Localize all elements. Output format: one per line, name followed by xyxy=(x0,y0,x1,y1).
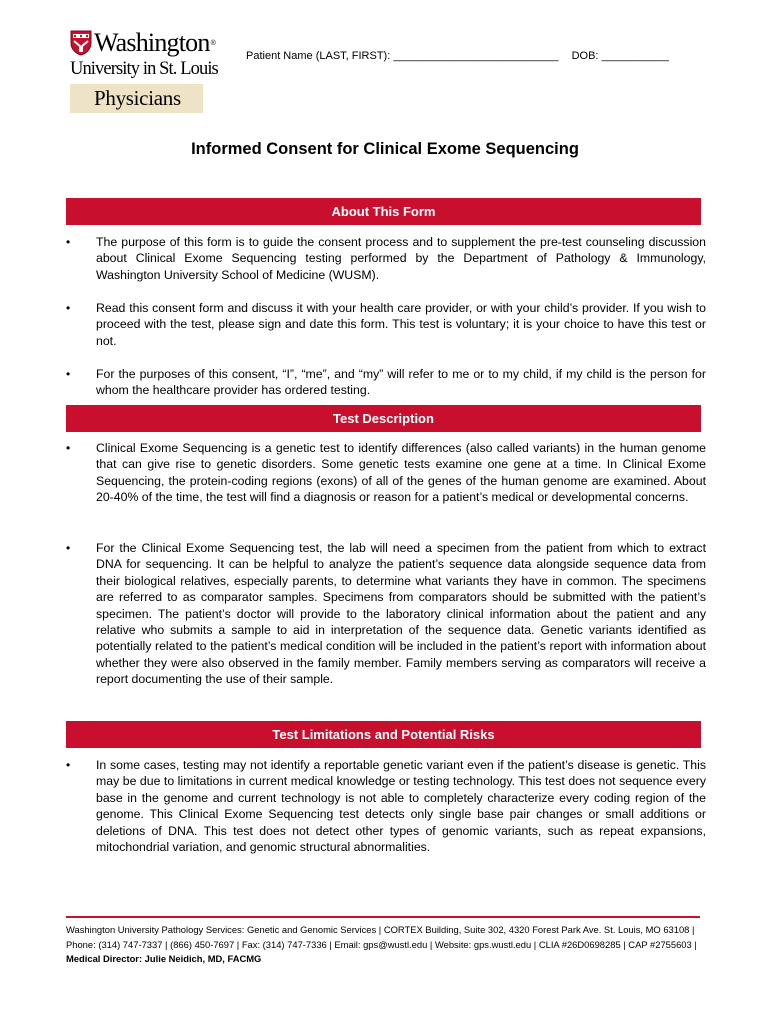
bullet-text: Clinical Exome Sequencing is a genetic test to identify differences (also called variants) in the human genome that can give rise to genetic disorders. Some genetic tests examine one gene at a time. In Clinical Exome Sequencing, the protein-coding regions (exons) of all of the genes of the human genome are examined. About 20-40% of the time, the test will find a diagnosis or reason for a patient’s medical or developmental concerns. xyxy=(96,441,706,505)
logo-registered-mark: ® xyxy=(210,39,216,47)
list-item xyxy=(66,366,706,399)
bullet-text: For the purposes of this consent, “I”, “me”, and “my” will refer to me or to my child, if my child is the person for whom the healthcare provider has ordered testing. xyxy=(96,367,706,398)
bullet-icon: • xyxy=(66,301,71,315)
medical-director: Medical Director: Julie Neidich, MD, FACMG xyxy=(66,953,262,964)
bullet-text: In some cases, testing may not identify a reportable genetic variant even if the patient’s disease is genetic. This may be due to limitations in current medical knowledge or testing technology. This test does not sequence every base in the genome and current technology is not able to completely characterize every coding region of the genome. This Clinical Exome Sequencing test detects only single base pair changes or small additions or deletions of DNA. This test does not detect other types of genomic variants, such as repeat expansions, mitochondrial variation, and genomic structural abnormalities. xyxy=(96,758,706,855)
section-heading-limitations: Test Limitations and Potential Risks xyxy=(66,721,701,748)
list-item xyxy=(66,440,706,506)
bullet-icon: • xyxy=(66,367,71,381)
list-item xyxy=(66,540,706,688)
footer xyxy=(66,923,706,967)
section-heading-test-description: Test Description xyxy=(66,405,701,432)
bullet-text: Read this consent form and discuss it with your health care provider, or with your child’s provider. If you wish to proceed with the test, please sign and date this form. This test is voluntary; it is your choice to have this test or not. xyxy=(96,301,706,348)
list-item xyxy=(66,300,706,349)
footer-divider xyxy=(66,916,700,918)
logo-university: University in St. Louis xyxy=(70,59,218,79)
dob-field[interactable]: DOB: ___________ xyxy=(571,50,669,62)
document-title: Informed Consent for Clinical Exome Sequencing xyxy=(191,140,579,158)
logo-physicians: Physicians xyxy=(70,84,203,113)
patient-info-line xyxy=(246,50,673,62)
university-logo xyxy=(70,28,220,113)
bullet-icon: • xyxy=(66,441,71,455)
section-heading-about: About This Form xyxy=(66,198,701,225)
list-item xyxy=(66,234,706,283)
bullet-text: For the Clinical Exome Sequencing test, the lab will need a specimen from the patient from which to extract DNA for sequencing. It can be helpful to analyze the patient’s sequence data alongside sequence data from their biological relatives, especially parents, to determine what variants they have in common. The specimens are referred to as comparator samples. Specimens from comparators should be submitted with the patient’s specimen. The patient’s doctor will provide to the laboratory clinical information about the patient and any relative who submits a sample to aid in interpretation of the sequence data. Genetic variants identified as potentially related to the patient’s medical condition will be included in the patient’s report with information about whether they were also observed in the family member. Family members serving as comparators will receive a report documenting the use of their sample. xyxy=(96,541,706,687)
footer-text: Washington University Pathology Services: Genetic and Genomic Services | CORTEX Building, Suite 302, 4320 Forest Park Ave. St. Louis, MO 63108 | Phone: (314) 747-7337 | (866) 450-7697 | Fax: (314) 747-7336 | Email: gps@wustl.edu | Website: gps.wustl.edu | CLIA #26D0698285 | CAP #2755603 | xyxy=(66,924,697,950)
list-item xyxy=(66,757,706,855)
logo-washington: Washington xyxy=(94,28,210,57)
patient-name-field[interactable]: Patient Name (LAST, FIRST): ___________________________ xyxy=(246,50,559,62)
bullet-text: The purpose of this form is to guide the consent process and to supplement the pre-test counseling discussion about Clinical Exome Sequencing testing performed by the Department of Pathology & Immunology, Washington University School of Medicine (WUSM). xyxy=(96,235,706,282)
bullet-icon: • xyxy=(66,758,71,772)
bullet-icon: • xyxy=(66,235,71,249)
bullet-icon: • xyxy=(66,541,71,555)
shield-icon xyxy=(70,30,92,56)
